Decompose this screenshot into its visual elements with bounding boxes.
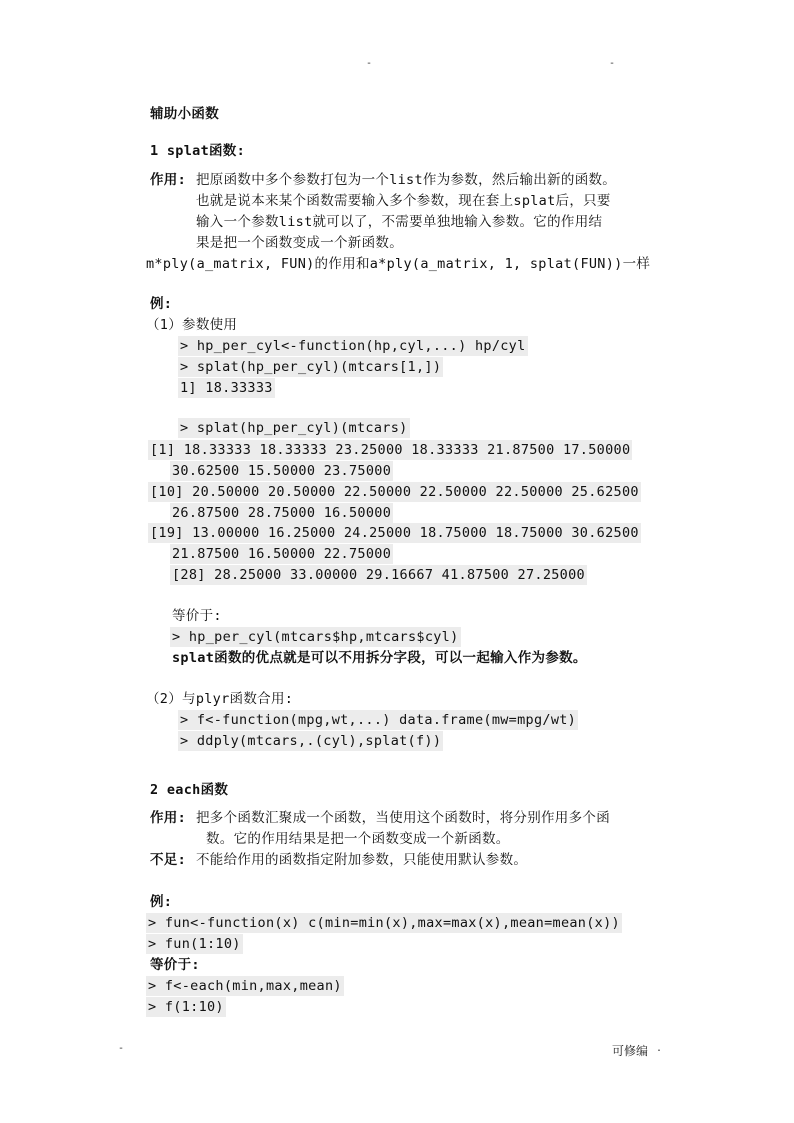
s1-output-line-5: [19] 13.00000 16.25000 24.25000 18.75000 18.75000 30.62500 [150,525,639,541]
s1-equiv-label: 等价于: [172,608,222,624]
s1-usage-line-3: 输入一个参数list就可以了，不需要单独地输入参数。它的作用结 [196,214,603,230]
s2-example-label: 例: [150,894,173,910]
header-mark-right: - [609,58,616,69]
s2-code-line-1: > fun<-function(x) c(min=min(x),max=max(x),mean=mean(x)) [148,915,620,931]
s1-code-line-3: 1] 18.33333 [180,380,273,396]
s2-code-line-4: > f(1:10) [148,999,224,1015]
footer-mark-right: . [656,1043,663,1054]
doc-title: 辅助小函数 [150,106,219,122]
s1-usage-label: 作用: [150,172,187,188]
s2-usage-line-1: 把多个函数汇聚成一个函数，当使用这个函数时，将分别作用多个函 [196,810,610,826]
s1-code-line-1: > hp_per_cyl<-function(hp,cyl,...) hp/cyl [180,338,526,354]
s1-usage-line-2: 也就是说本来某个函数需要输入多个参数，现在套上splat后，只要 [196,193,611,209]
s1-sub1: （1）参数使用 [146,317,238,333]
s1-output-line-1: [1] 18.33333 18.33333 23.25000 18.33333 21.87500 17.50000 [150,442,631,458]
s2-code-line-2: > fun(1:10) [148,936,241,952]
s1-output-line-6: 21.87500 16.50000 22.75000 [172,546,392,562]
s2-usage-label: 作用: [150,810,187,826]
header-mark-left: - [366,58,373,69]
s1-code-line-5: > f<-function(mpg,wt,...) data.frame(mw=mpg/wt) [180,712,577,728]
s1-advantage: splat函数的优点就是可以不用拆分字段，可以一起输入作为参数。 [172,650,587,666]
s2-usage-line-2: 数。它的作用结果是把一个函数变成一个新函数。 [206,831,510,847]
s1-output-line-3: [10] 20.50000 20.50000 22.50000 22.50000 22.50000 25.62500 [150,484,639,500]
s1-code-line-2: > splat(hp_per_cyl)(mtcars[1,]) [180,359,442,375]
s1-output-line-4: 26.87500 28.75000 16.50000 [172,505,392,521]
section-1-heading: 1 splat函数: [150,143,246,159]
s1-sub2: （2）与plyr函数合用: [146,691,294,707]
s2-equiv-label: 等价于: [150,957,200,973]
s1-example-label: 例: [150,296,173,312]
s1-code-line-4: > splat(hp_per_cyl)(mtcars) [180,420,408,436]
s1-usage-line-4: 果是把一个函数变成一个新函数。 [196,235,403,251]
footer-text: 可修编 [612,1044,649,1058]
s1-code-line-6: > ddply(mtcars,.(cyl),splat(f)) [180,733,442,749]
s1-output-line-7: [28] 28.25000 33.00000 29.16667 41.87500 27.25000 [172,567,585,583]
s2-lack-label: 不足: [150,852,187,868]
s1-usage-line-1: 把原函数中多个参数打包为一个list作为参数，然后输出新的函数。 [196,172,617,188]
s2-lack-text: 不能给作用的函数指定附加参数，只能使用默认参数。 [196,852,528,868]
section-2-heading: 2 each函数 [150,782,229,798]
s1-equiv-code: > hp_per_cyl(mtcars$hp,mtcars$cyl) [172,629,459,645]
s1-note: m*ply(a_matrix, FUN)的作用和a*ply(a_matrix, 1, splat(FUN))一样 [146,256,651,272]
s2-code-line-3: > f<-each(min,max,mean) [148,978,342,994]
footer-mark-left: - [118,1043,125,1054]
s1-output-line-2: 30.62500 15.50000 23.75000 [172,463,392,479]
